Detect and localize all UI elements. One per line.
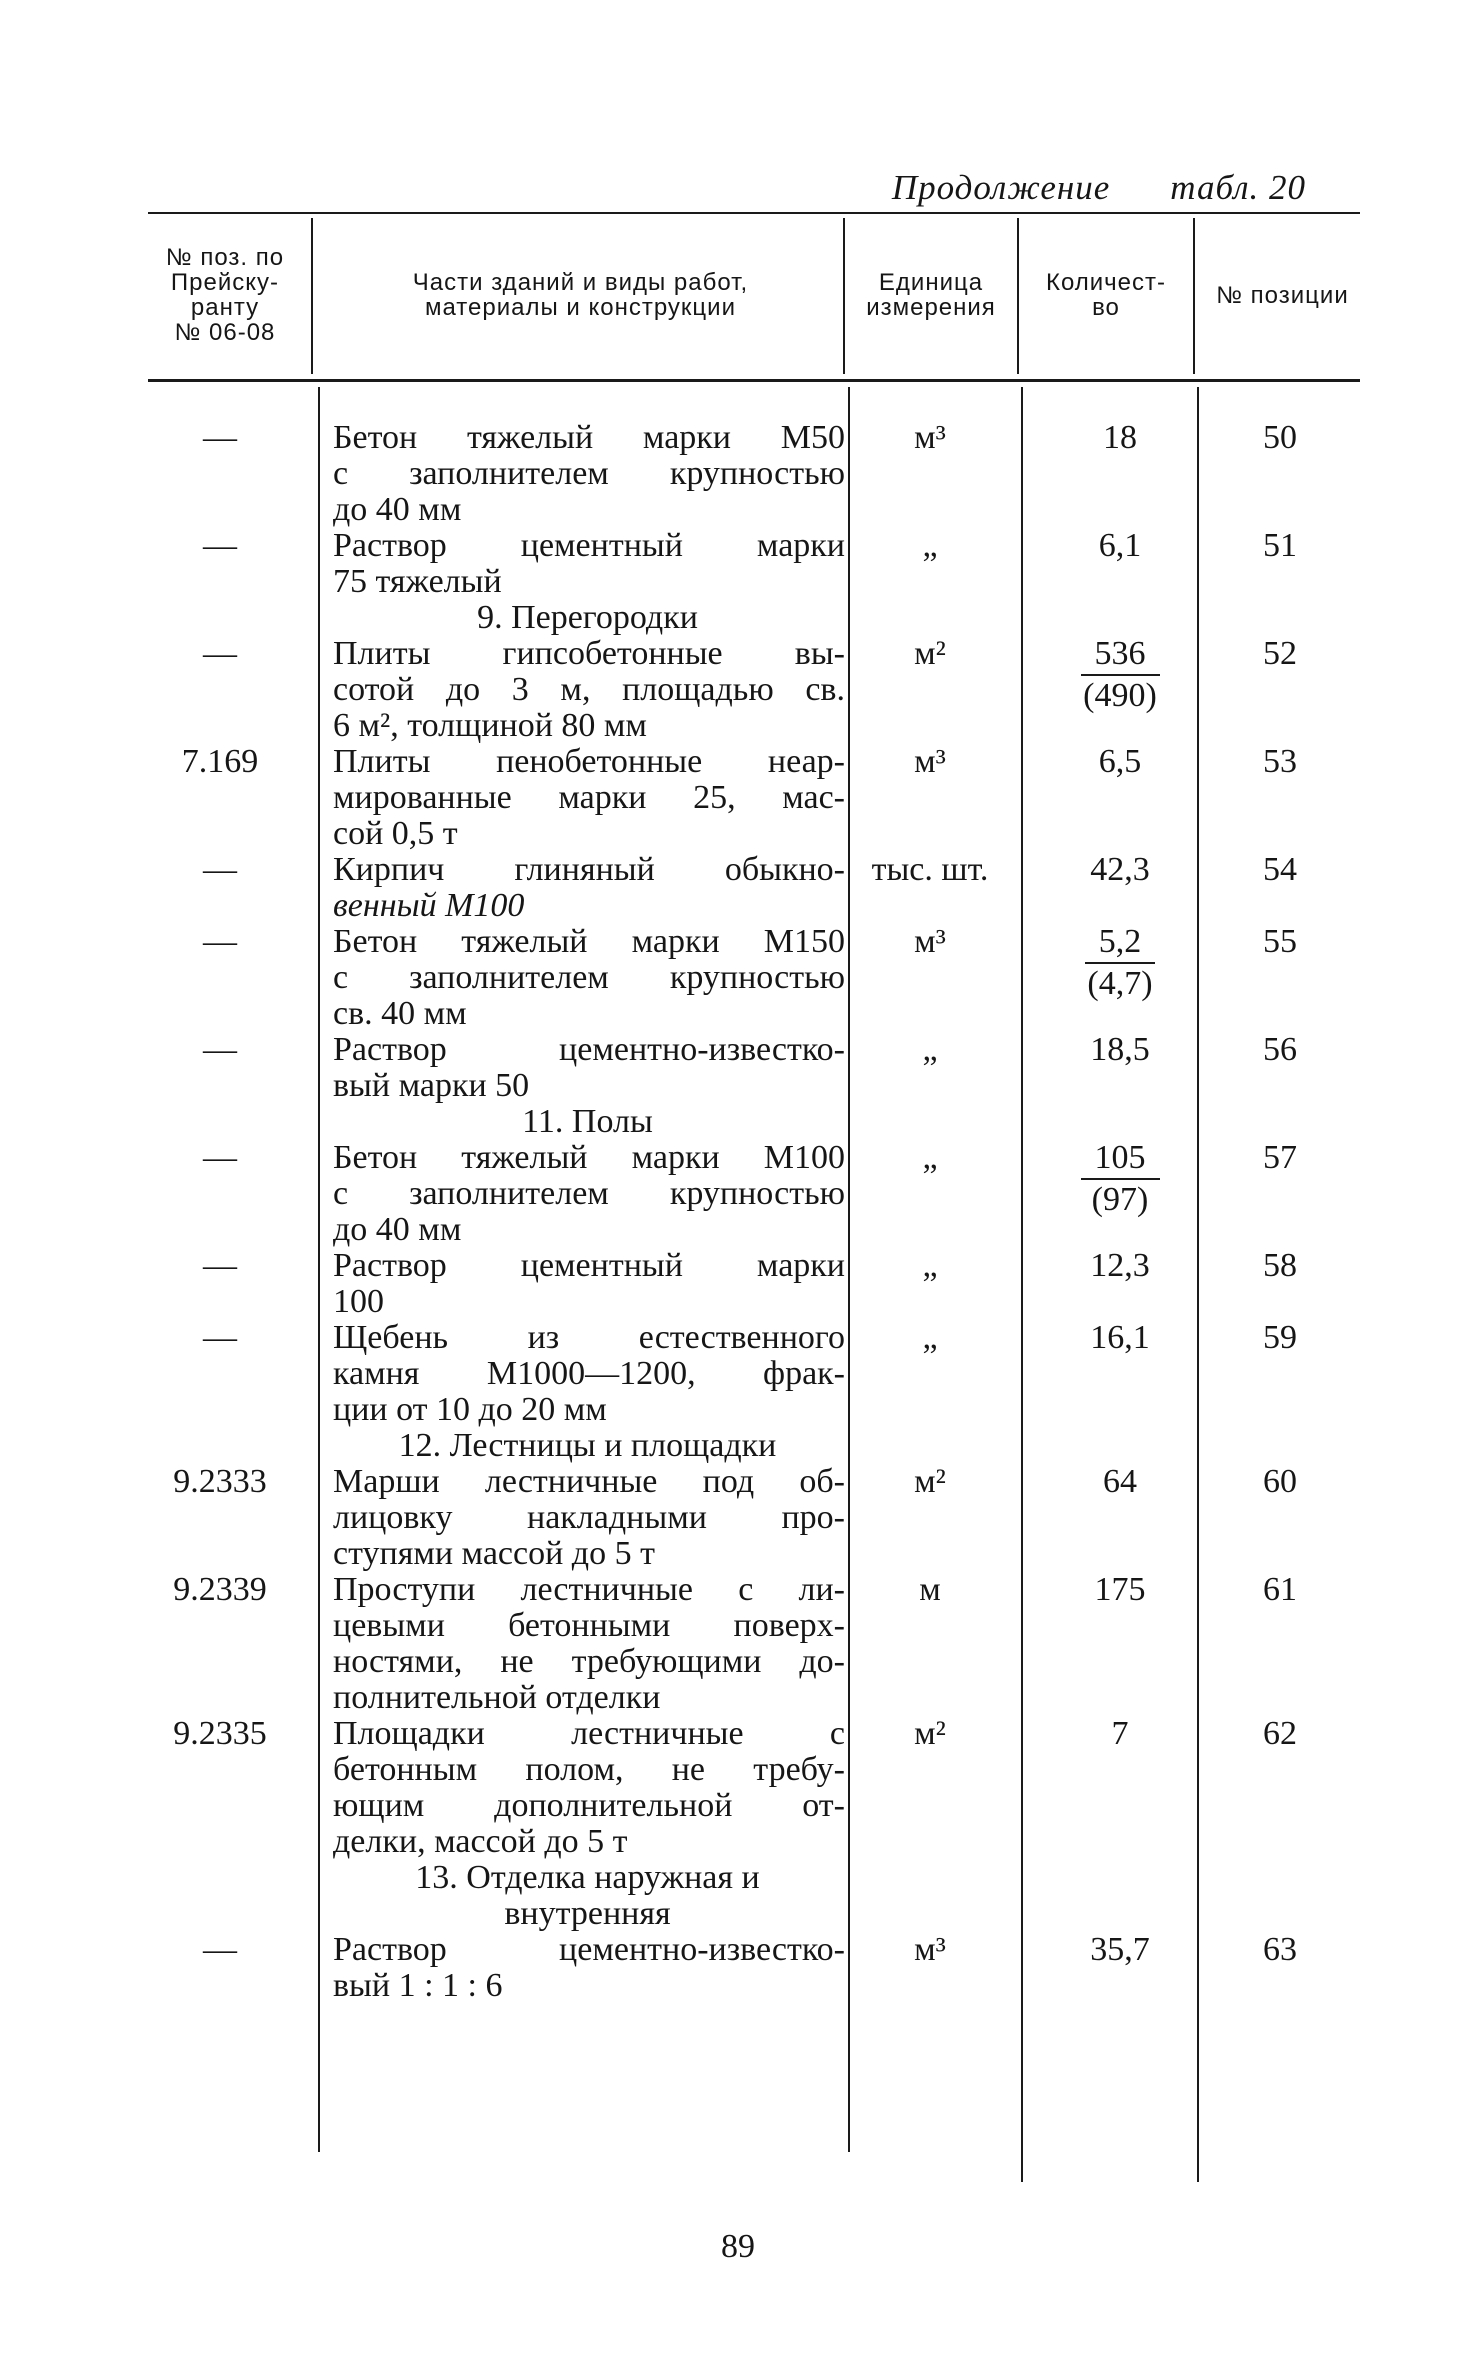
section-heading: 12. Лестницы и площадки — [398, 1427, 777, 1464]
row-63-desc: Раствор цементно-известко- вый 1 : 1 : 6 — [333, 1931, 845, 2004]
row-52-qty: $\frac{536}{(490)}$ — [1030, 636, 1210, 714]
row-61-num: 61 — [1263, 1571, 1297, 1608]
row-58-qty: 12,3 — [1090, 1247, 1150, 1284]
row-57-qty: $\frac{105}{(97)}$ — [1030, 1140, 1210, 1218]
row-57-num: 57 — [1263, 1139, 1297, 1176]
header-bottom-rule — [148, 379, 1360, 382]
row-54-qty: 42,3 — [1090, 851, 1150, 888]
row-50-qty: 18 — [1103, 419, 1137, 456]
header-quantity: Количест- во — [1045, 269, 1167, 321]
row-53-num: 53 — [1263, 743, 1297, 780]
row-59-qty: 16,1 — [1090, 1319, 1150, 1356]
row-56-num: 56 — [1263, 1031, 1297, 1068]
page-number: 89 — [721, 2228, 755, 2265]
row-63-qty: 35,7 — [1090, 1931, 1150, 1968]
row-63-unit: м³ — [914, 1931, 946, 1968]
row-60-qty: 64 — [1103, 1463, 1137, 1500]
row-52-unit: м² — [914, 635, 946, 672]
row-51-qty: 6,1 — [1098, 527, 1142, 564]
column-divider-1-body — [318, 387, 320, 2152]
row-54-unit: тыс. шт. — [871, 851, 989, 888]
row-62-unit: м² — [914, 1715, 946, 1752]
row-51-pos: — — [203, 527, 237, 564]
row-57-pos: — — [203, 1139, 237, 1176]
row-59-unit: „ — [922, 1319, 938, 1356]
row-56-desc: Раствор цементно-известко- вый марки 50 — [333, 1031, 845, 1104]
column-divider-3-body — [1021, 387, 1023, 2182]
header-unit: Единица измерения — [866, 269, 996, 321]
row-60-unit: м² — [914, 1463, 946, 1500]
row-53-pos: 7.169 — [181, 743, 259, 780]
row-59-desc: Щебень из естественного камня М1000—1200, фрак- ции от 10 до 20 мм — [333, 1319, 845, 1428]
row-63-pos: — — [203, 1931, 237, 1968]
row-52-pos: — — [203, 635, 237, 672]
row-61-desc: Проступи лестничные с ли- цевыми бетонными поверх- ностями, не требующими до- полнительной отделки — [333, 1571, 845, 1716]
row-59-pos: — — [203, 1319, 237, 1356]
row-58-unit: „ — [922, 1247, 938, 1284]
row-54-num: 54 — [1263, 851, 1297, 888]
row-50-unit: м³ — [914, 419, 946, 456]
row-62-qty: 7 — [1111, 1715, 1129, 1752]
row-50-pos: — — [203, 419, 237, 456]
row-57-unit: „ — [922, 1139, 938, 1176]
row-53-unit: м³ — [914, 743, 946, 780]
row-63-num: 63 — [1263, 1931, 1297, 1968]
section-heading: 9. Перегородки — [477, 599, 698, 636]
row-53-desc: Плиты пенобетонные неар- мированные марки 25, мас- сой 0,5 т — [333, 743, 845, 852]
row-52-num: 52 — [1263, 635, 1297, 672]
row-58-pos: — — [203, 1247, 237, 1284]
row-50-desc: Бетон тяжелый марки М50 с заполнителем крупностью до 40 мм — [333, 419, 845, 528]
header-position-number: № позиции — [1216, 281, 1349, 309]
row-52-desc: Плиты гипсобетонные вы- сотой до 3 м, площадью св. 6 м², толщиной 80 мм — [333, 635, 845, 744]
row-61-qty: 175 — [1094, 1571, 1146, 1608]
row-56-unit: „ — [922, 1031, 938, 1068]
row-61-pos: 9.2339 — [173, 1571, 267, 1608]
row-62-desc: Площадки лестничные с бетонным полом, не требу- ющим дополнительной от- делки, массой до 5 т — [333, 1715, 845, 1860]
row-58-num: 58 — [1263, 1247, 1297, 1284]
row-62-num: 62 — [1263, 1715, 1297, 1752]
caption-table-number: табл. 20 — [1170, 168, 1306, 207]
header-price-position: № поз. по Прейску- ранту № 06-08 — [165, 244, 285, 346]
row-51-unit: „ — [922, 527, 938, 564]
row-51-desc: Раствор цементный марки 75 тяжелый — [333, 527, 845, 600]
caption-continuation: Продолжение — [891, 168, 1111, 207]
row-55-num: 55 — [1263, 923, 1297, 960]
row-54-desc: Кирпич глиняный обыкно- венный М100 — [333, 851, 845, 924]
row-55-desc: Бетон тяжелый марки М150 с заполнителем крупностью св. 40 мм — [333, 923, 845, 1032]
row-60-pos: 9.2333 — [173, 1463, 267, 1500]
row-50-num: 50 — [1263, 419, 1297, 456]
row-61-unit: м — [919, 1571, 941, 1608]
row-55-unit: м³ — [914, 923, 946, 960]
row-55-pos: — — [203, 923, 237, 960]
row-55-qty: $\frac{5,2}{(4,7)}$ — [1030, 924, 1210, 1002]
header-description: Части зданий и виды работ, материалы и конструкции — [412, 269, 749, 321]
row-54-pos: — — [203, 851, 237, 888]
row-62-pos: 9.2335 — [173, 1715, 267, 1752]
row-60-num: 60 — [1263, 1463, 1297, 1500]
row-57-desc: Бетон тяжелый марки М100 с заполнителем крупностью до 40 мм — [333, 1139, 845, 1248]
row-56-pos: — — [203, 1031, 237, 1068]
table-top-rule — [148, 212, 1360, 214]
table-caption — [892, 168, 1306, 208]
row-51-num: 51 — [1263, 527, 1297, 564]
row-60-desc: Марши лестничные под об- лицовку накладными про- ступями массой до 5 т — [333, 1463, 845, 1572]
row-56-qty: 18,5 — [1090, 1031, 1150, 1068]
section-heading: 11. Полы — [522, 1103, 653, 1140]
row-58-desc: Раствор цементный марки 100 — [333, 1247, 845, 1320]
row-53-qty: 6,5 — [1098, 743, 1142, 780]
row-59-num: 59 — [1263, 1319, 1297, 1356]
section-heading: 13. Отделка наружная и внутренняя — [415, 1859, 760, 1932]
